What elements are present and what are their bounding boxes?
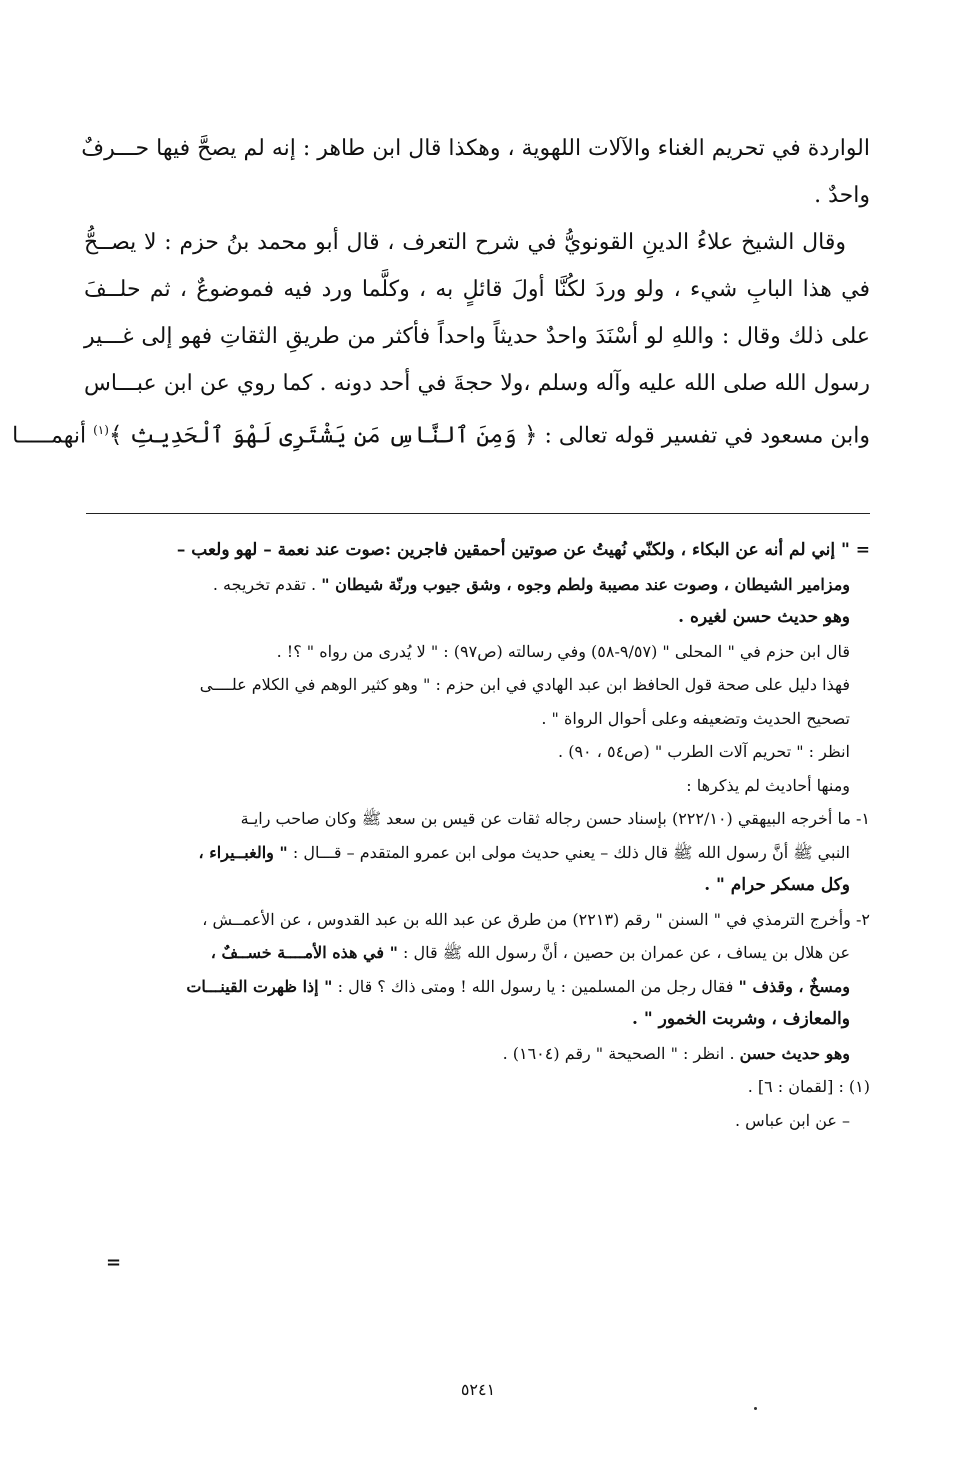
footnote-ref: (١) [93, 423, 109, 437]
page-number: ٥٢٤١ [460, 1380, 496, 1399]
continuation-mark: = [106, 1252, 122, 1273]
footnote-line-11: وكل مسكر حرام " . [704, 875, 850, 895]
main-line-7 [12, 407, 870, 454]
footnote-divider [86, 513, 870, 514]
main-text [12, 125, 871, 454]
main-line-2: واحدٌ . [814, 183, 870, 208]
footnote-line-3: وهو حديث حسن لغيره . [678, 607, 850, 627]
footnote-line-13: عن هلال بن يساف ، عن عمران بن حصين ، أنَّ رسول الله ﷺ قال : " في هذه الأمــــة خســفٌ ، [210, 943, 850, 962]
footnote-line-6: تصحيح الحديث وتضعيفه وعلى أحوال الرواة " . [541, 708, 850, 728]
footnote-line-14: ومسخٌ ، وقذف " فقال رجل من المسلمين : يا رسول الله ! ومتى ذاك ؟ قال : " إذا ظهرت القينـــات [186, 976, 850, 996]
main-line-7-after: أنهمـــــا [12, 423, 94, 449]
footnote-line-17: (١) : [لقمان : ٦] . [747, 1077, 870, 1096]
main-line-4: في هذا البابِ شيء ، ولو وردَ لكُنَّا أولَ قائلٍ به ، وكلَّما ورد فيه فموضوعٌ ، ثم حلــفَ [84, 277, 871, 302]
footnote-line-7: انظر : " تحريم آلات الطرب " (ص٥٤ ، ٩٠) . [558, 742, 850, 761]
footnote-line-16: وهو حديث حسن . انظر : " الصحيحة " رقم (١٦٠٤) . [502, 1043, 850, 1063]
footnote-line-18: – عن ابن عباس . [734, 1110, 850, 1130]
scan-dot [754, 1407, 757, 1410]
footnote-line-9: ١- ما أخرجه البيهقي (٢٢٢/١٠) بإسناد حسن رجاله ثقات عن قيس بن سعد ﷺ وكان صاحب رايـة [240, 809, 870, 828]
quran-verse: ﴿ وَمِنَ ٱلنَّاسِ مَن يَشْتَرِى لَهْوَ ٱلْحَدِيثِ ﴾ [108, 422, 538, 449]
footnote-line-2: ومزامير الشيطان ، وصوت عند مصيبة ولطم وجوه ، وشق جيوب ورنّة شيطان " . تقدم تخريجه . [212, 574, 850, 594]
footnote-line-8: ومنها أحاديث لم يذكرها : [686, 775, 850, 795]
footnotes [84, 534, 870, 1137]
footnote-line-4: قال ابن حزم في " المحلى " (٩/٥٧-٥٨) وفي رسالته (ص٩٧) : " لا يُدرى من رواه " ؟! . [276, 641, 850, 661]
footnote-line-10: النبي ﷺ أنَّ رسول الله ﷺ قال ذلك – يعني حديث مولى ابن عمرو المتقدم – قـــال : " والغبــيراء ، [198, 842, 850, 862]
footnote-line-1: = " إني لم أنه عن البكاء ، ولكنّي نُهيتُ عن صوتين أحمقين فاجرين :صوت عند نعمة – لهو ولعب – [176, 540, 870, 560]
main-line-3: وقال الشيخ علاءُ الدينِ القونويُّ في شرح التعرف ، قال أبو محمد بنُ حزم : لا يصــحُّ [84, 230, 846, 255]
footnote-line-15: والمعازف ، وشربت الخمور " . [632, 1009, 850, 1029]
main-line-5: على ذلك وقال : واللهِ لو أسْنَدَ واحدٌ حديثاً واحداً فأكثر من طريقِ الثقاتِ فهو إلى غـــير [84, 324, 870, 349]
main-line-7-before: وابن مسعود في تفسير قوله تعالى : [537, 423, 870, 449]
main-line-6: رسول الله صلى الله عليه وآله وسلم ،ولا حجةَ في أحد دونه . كما روي عن ابن عبـــاس [84, 371, 870, 396]
main-line-1: الواردة في تحريم الغناء والآلات اللهوية ، وهكذا قال ابن طاهر : إنه لم يصحَّ فيها حـــرفٌ [81, 136, 870, 161]
footnote-line-12: ٢- وأخرج الترمذي في " السنن " رقم (٢٢١٣) من طرق عن عبد الله بن عبد القدوس ، عن الأعمــش ، [202, 909, 870, 929]
footnote-line-5: فهذا دليل على صحة قول الحافظ ابن عبد الهادي في ابن حزم : " وهو كثير الوهم في الكلام علــــى [199, 675, 850, 694]
